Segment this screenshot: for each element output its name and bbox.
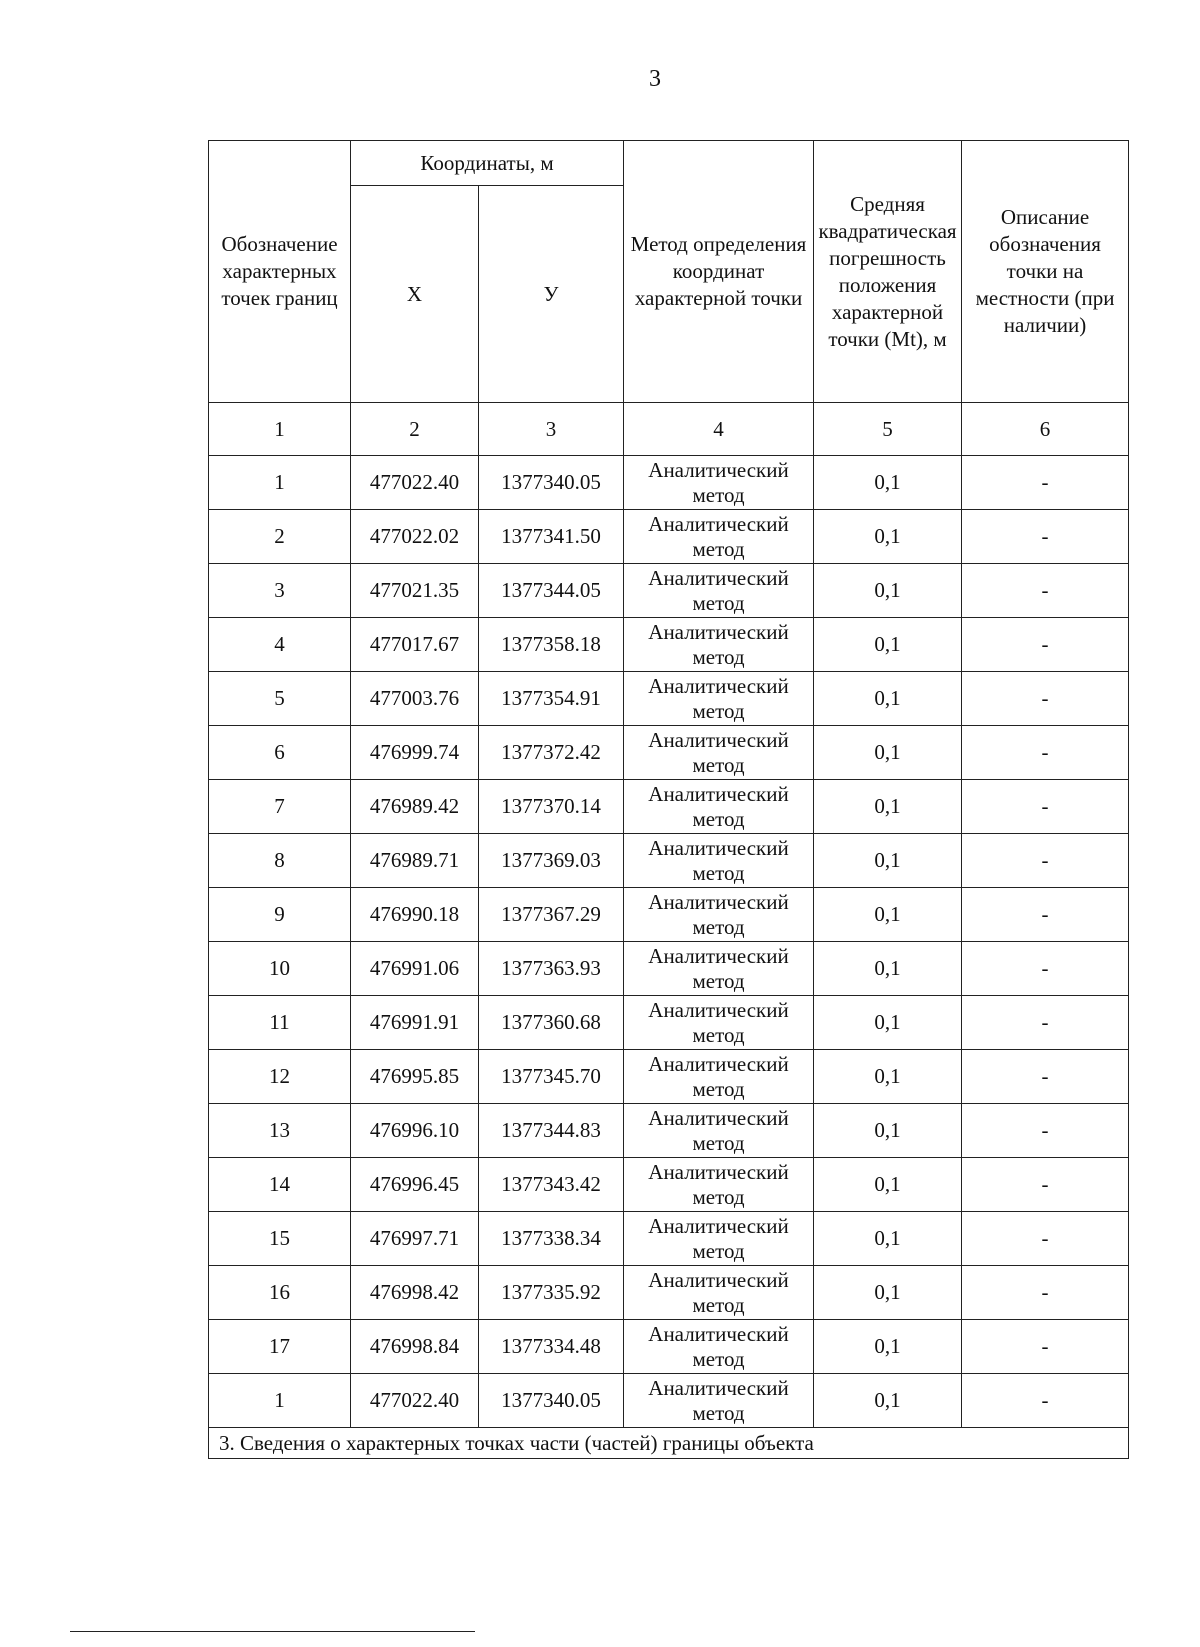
point-cell: 13 bbox=[209, 1104, 351, 1158]
point-cell: 1 bbox=[209, 456, 351, 510]
table-row bbox=[209, 672, 1129, 726]
y-cell: 1377344.83 bbox=[479, 1104, 624, 1158]
x-cell: 476996.45 bbox=[351, 1158, 479, 1212]
method-cell: Аналитический метод bbox=[624, 780, 814, 834]
x-cell: 476998.42 bbox=[351, 1266, 479, 1320]
description-cell: - bbox=[962, 456, 1129, 510]
method-cell: Аналитический метод bbox=[624, 672, 814, 726]
point-cell: 1 bbox=[209, 1374, 351, 1428]
table-row bbox=[209, 780, 1129, 834]
y-cell: 1377338.34 bbox=[479, 1212, 624, 1266]
description-cell: - bbox=[962, 1374, 1129, 1428]
description-cell: - bbox=[962, 1320, 1129, 1374]
header-error: Средняя квадратическая погрешность положения характерной точки (Mt), м bbox=[814, 141, 962, 403]
header-description: Описание обозначения точки на местности (при наличии) bbox=[962, 141, 1129, 403]
point-cell: 14 bbox=[209, 1158, 351, 1212]
description-cell: - bbox=[962, 1050, 1129, 1104]
point-cell: 12 bbox=[209, 1050, 351, 1104]
table-row bbox=[209, 1104, 1129, 1158]
x-cell: 476991.06 bbox=[351, 942, 479, 996]
x-cell: 476998.84 bbox=[351, 1320, 479, 1374]
x-cell: 476990.18 bbox=[351, 888, 479, 942]
y-cell: 1377372.42 bbox=[479, 726, 624, 780]
description-cell: - bbox=[962, 780, 1129, 834]
error-cell: 0,1 bbox=[814, 942, 962, 996]
table-row bbox=[209, 888, 1129, 942]
method-cell: Аналитический метод bbox=[624, 1158, 814, 1212]
method-cell: Аналитический метод bbox=[624, 888, 814, 942]
error-cell: 0,1 bbox=[814, 1212, 962, 1266]
method-cell: Аналитический метод bbox=[624, 1320, 814, 1374]
point-cell: 2 bbox=[209, 510, 351, 564]
point-cell: 10 bbox=[209, 942, 351, 996]
description-cell: - bbox=[962, 618, 1129, 672]
point-cell: 11 bbox=[209, 996, 351, 1050]
error-cell: 0,1 bbox=[814, 618, 962, 672]
description-cell: - bbox=[962, 1158, 1129, 1212]
x-cell: 476989.42 bbox=[351, 780, 479, 834]
error-cell: 0,1 bbox=[814, 888, 962, 942]
y-cell: 1377370.14 bbox=[479, 780, 624, 834]
table-row bbox=[209, 726, 1129, 780]
column-number: 6 bbox=[962, 403, 1129, 456]
y-cell: 1377340.05 bbox=[479, 456, 624, 510]
y-cell: 1377343.42 bbox=[479, 1158, 624, 1212]
y-cell: 1377367.29 bbox=[479, 888, 624, 942]
method-cell: Аналитический метод bbox=[624, 942, 814, 996]
description-cell: - bbox=[962, 1104, 1129, 1158]
y-cell: 1377354.91 bbox=[479, 672, 624, 726]
error-cell: 0,1 bbox=[814, 456, 962, 510]
error-cell: 0,1 bbox=[814, 564, 962, 618]
table-row bbox=[209, 1050, 1129, 1104]
column-number: 5 bbox=[814, 403, 962, 456]
point-cell: 3 bbox=[209, 564, 351, 618]
y-cell: 1377341.50 bbox=[479, 510, 624, 564]
y-cell: 1377344.05 bbox=[479, 564, 624, 618]
error-cell: 0,1 bbox=[814, 726, 962, 780]
description-cell: - bbox=[962, 996, 1129, 1050]
error-cell: 0,1 bbox=[814, 1266, 962, 1320]
method-cell: Аналитический метод bbox=[624, 1212, 814, 1266]
method-cell: Аналитический метод bbox=[624, 1050, 814, 1104]
table-row bbox=[209, 456, 1129, 510]
method-cell: Аналитический метод bbox=[624, 1374, 814, 1428]
x-cell: 476995.85 bbox=[351, 1050, 479, 1104]
column-number: 4 bbox=[624, 403, 814, 456]
description-cell: - bbox=[962, 564, 1129, 618]
point-cell: 5 bbox=[209, 672, 351, 726]
point-cell: 9 bbox=[209, 888, 351, 942]
footer-row bbox=[209, 1428, 1129, 1459]
y-cell: 1377363.93 bbox=[479, 942, 624, 996]
column-number: 3 bbox=[479, 403, 624, 456]
method-cell: Аналитический метод bbox=[624, 456, 814, 510]
error-cell: 0,1 bbox=[814, 1104, 962, 1158]
x-cell: 477017.67 bbox=[351, 618, 479, 672]
column-number: 2 bbox=[351, 403, 479, 456]
error-cell: 0,1 bbox=[814, 834, 962, 888]
x-cell: 477022.40 bbox=[351, 1374, 479, 1428]
point-cell: 4 bbox=[209, 618, 351, 672]
x-cell: 477021.35 bbox=[351, 564, 479, 618]
error-cell: 0,1 bbox=[814, 1158, 962, 1212]
description-cell: - bbox=[962, 1266, 1129, 1320]
method-cell: Аналитический метод bbox=[624, 996, 814, 1050]
x-cell: 476996.10 bbox=[351, 1104, 479, 1158]
section-caption: 3. Сведения о характерных точках части (частей) границы объекта bbox=[209, 1428, 1129, 1459]
y-cell: 1377360.68 bbox=[479, 996, 624, 1050]
table-row bbox=[209, 564, 1129, 618]
table-row bbox=[209, 1158, 1129, 1212]
error-cell: 0,1 bbox=[814, 672, 962, 726]
y-cell: 1377340.05 bbox=[479, 1374, 624, 1428]
description-cell: - bbox=[962, 1212, 1129, 1266]
table-row bbox=[209, 618, 1129, 672]
y-cell: 1377369.03 bbox=[479, 834, 624, 888]
error-cell: 0,1 bbox=[814, 996, 962, 1050]
header-point: Обозначение характерных точек границ bbox=[209, 141, 351, 403]
point-cell: 16 bbox=[209, 1266, 351, 1320]
y-cell: 1377334.48 bbox=[479, 1320, 624, 1374]
error-cell: 0,1 bbox=[814, 510, 962, 564]
table-row bbox=[209, 942, 1129, 996]
boundary-points-table bbox=[208, 140, 1129, 1459]
error-cell: 0,1 bbox=[814, 780, 962, 834]
column-numbers-row bbox=[209, 403, 1129, 456]
point-cell: 8 bbox=[209, 834, 351, 888]
x-cell: 476991.91 bbox=[351, 996, 479, 1050]
x-cell: 477022.02 bbox=[351, 510, 479, 564]
point-cell: 7 bbox=[209, 780, 351, 834]
table-row bbox=[209, 510, 1129, 564]
y-cell: 1377345.70 bbox=[479, 1050, 624, 1104]
error-cell: 0,1 bbox=[814, 1050, 962, 1104]
header-x: X bbox=[351, 186, 479, 403]
description-cell: - bbox=[962, 510, 1129, 564]
x-cell: 477003.76 bbox=[351, 672, 479, 726]
description-cell: - bbox=[962, 942, 1129, 996]
method-cell: Аналитический метод bbox=[624, 726, 814, 780]
x-cell: 476999.74 bbox=[351, 726, 479, 780]
table-row bbox=[209, 996, 1129, 1050]
table-row bbox=[209, 1266, 1129, 1320]
y-cell: 1377335.92 bbox=[479, 1266, 624, 1320]
x-cell: 476989.71 bbox=[351, 834, 479, 888]
description-cell: - bbox=[962, 888, 1129, 942]
header-coordinates: Координаты, м bbox=[351, 141, 624, 186]
x-cell: 477022.40 bbox=[351, 456, 479, 510]
description-cell: - bbox=[962, 726, 1129, 780]
error-cell: 0,1 bbox=[814, 1320, 962, 1374]
table-row bbox=[209, 1374, 1129, 1428]
method-cell: Аналитический метод bbox=[624, 834, 814, 888]
method-cell: Аналитический метод bbox=[624, 510, 814, 564]
method-cell: Аналитический метод bbox=[624, 1104, 814, 1158]
description-cell: - bbox=[962, 834, 1129, 888]
method-cell: Аналитический метод bbox=[624, 618, 814, 672]
error-cell: 0,1 bbox=[814, 1374, 962, 1428]
signature-line bbox=[70, 1631, 475, 1632]
table-row bbox=[209, 834, 1129, 888]
y-cell: 1377358.18 bbox=[479, 618, 624, 672]
point-cell: 15 bbox=[209, 1212, 351, 1266]
header-method: Метод определения координат характерной точки bbox=[624, 141, 814, 403]
x-cell: 476997.71 bbox=[351, 1212, 479, 1266]
header-y: У bbox=[479, 186, 624, 403]
point-cell: 6 bbox=[209, 726, 351, 780]
page-number: 3 bbox=[649, 66, 661, 92]
table-row bbox=[209, 1320, 1129, 1374]
method-cell: Аналитический метод bbox=[624, 1266, 814, 1320]
method-cell: Аналитический метод bbox=[624, 564, 814, 618]
description-cell: - bbox=[962, 672, 1129, 726]
point-cell: 17 bbox=[209, 1320, 351, 1374]
table-row bbox=[209, 1212, 1129, 1266]
column-number: 1 bbox=[209, 403, 351, 456]
